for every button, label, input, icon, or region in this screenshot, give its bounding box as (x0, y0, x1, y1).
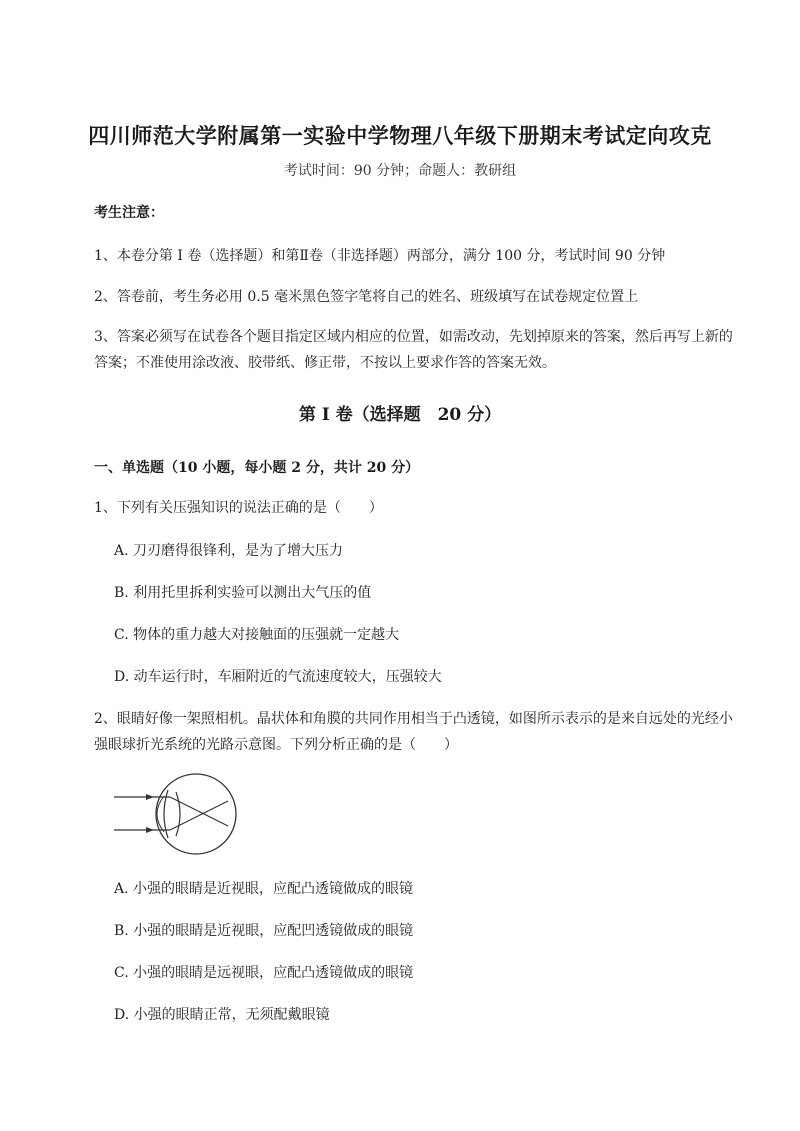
question-2-option-b: B. 小强的眼睛是近视眼，应配凹透镜做成的眼镜 (114, 923, 414, 939)
exam-info: 考试时间：90 分钟；命题人：教研组 (283, 163, 517, 179)
question-1-option-b: B. 利用托里拆利实验可以测出大气压的值 (114, 585, 372, 601)
section-title: 第 I 卷（选择题 20 分） (298, 405, 502, 425)
question-1-option-a: A. 刀刃磨得很锋利，是为了增大压力 (114, 543, 344, 559)
question-2-option-d: D. 小强的眼睛正常，无须配戴眼镜 (114, 1007, 330, 1023)
question-group-heading: 一、单选题（10 小题，每小题 2 分，共计 20 分） (94, 460, 420, 476)
question-1-stem: 1、下列有关压强知识的说法正确的是（ ） (94, 500, 383, 516)
page-title: 四川师范大学附属第一实验中学物理八年级下册期末考试定向攻克 (88, 123, 712, 148)
question-2-option-a: A. 小强的眼睛是近视眼，应配凸透镜做成的眼镜 (114, 881, 414, 897)
notice-item-3: 3、答案必须写在试卷各个题目指定区域内相应的位置，如需改动，先划掉原来的答案，然后再写上新的答案；不准使用涂改液、胶带纸、修正带，不按以上要求作答的答案无效。 (94, 329, 733, 371)
eye-diagram-icon (110, 770, 250, 860)
notice-heading: 考生注意： (94, 205, 164, 221)
question-1-option-c: C. 物体的重力越大对接触面的压强就一定越大 (114, 627, 400, 643)
notice-item-2: 2、答卷前，考生务必用 0.5 毫米黑色签字笔将自己的姓名、班级填写在试卷规定位置上 (94, 289, 639, 305)
question-2-option-c: C. 小强的眼睛是远视眼，应配凸透镜做成的眼镜 (114, 965, 414, 981)
question-2-stem: 2、眼睛好像一架照相机。晶状体和角膜的共同作用相当于凸透镜，如图所示表示的是来自远处的光经小强眼球折光系统的光路示意图。下列分析正确的是（ ） (94, 711, 733, 753)
question-1-option-d: D. 动车运行时，车厢附近的气流速度较大，压强较大 (114, 669, 442, 685)
eye-light-path-figure (110, 770, 250, 864)
notice-item-1: 1、本卷分第 I 卷（选择题）和第Ⅱ卷（非选择题）两部分，满分 100 分，考试时间 90 分钟 (94, 248, 666, 264)
